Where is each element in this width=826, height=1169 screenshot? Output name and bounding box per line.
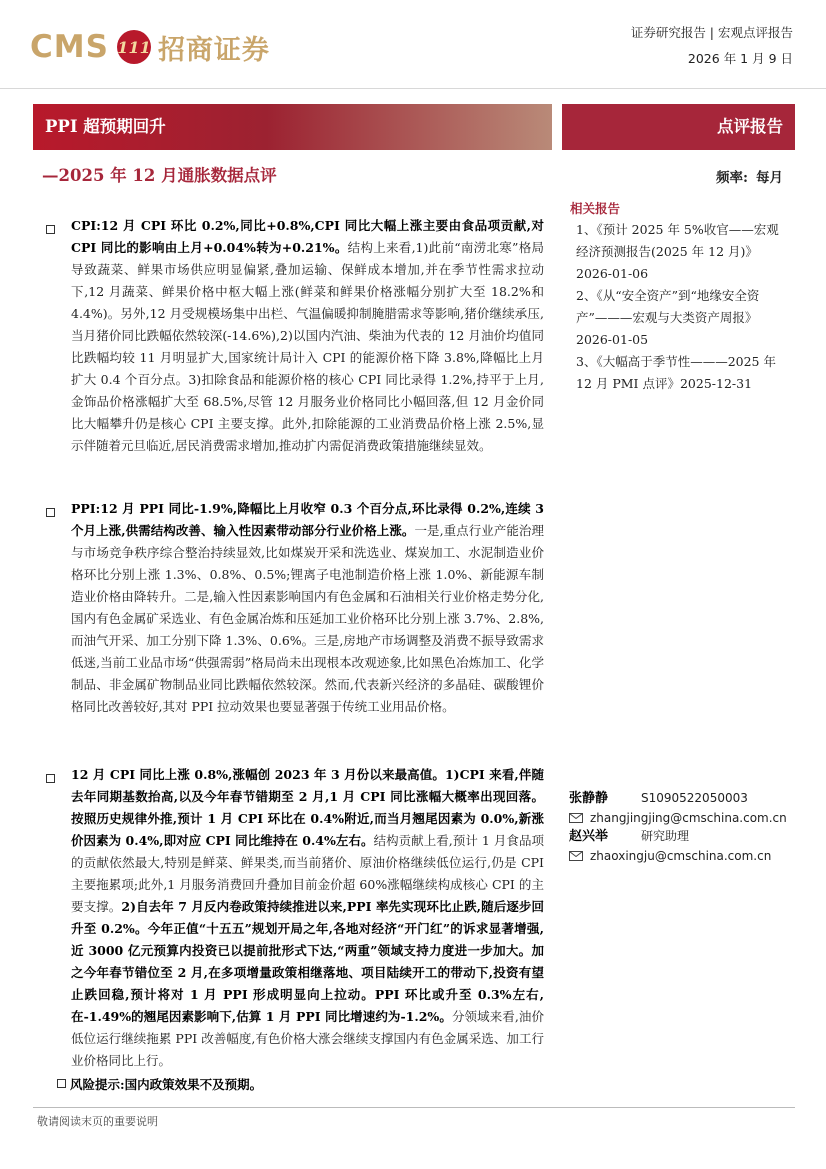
bullet-icon — [46, 225, 55, 234]
email-icon — [569, 813, 583, 823]
analyst-2 — [569, 826, 689, 847]
analyst-credential: S1090522050003 — [641, 791, 748, 805]
report-title: PPI 超预期回升 — [45, 117, 166, 136]
report-type: 点评报告 — [717, 117, 783, 136]
related-report-item[interactable]: 3、《大幅高于季节性———2025 年 12 月 PMI 点评》2025-12-31 — [576, 354, 776, 391]
report-date: 2026 年 1 月 9 日 — [687, 51, 793, 66]
related-report-item[interactable]: 2、《从“安全资产”到“地缘安全资产”———宏观与大类资产周报》2026-01-05 — [576, 288, 760, 347]
svg-text:111: 111 — [117, 38, 151, 57]
risk-warning — [57, 1075, 262, 1093]
bullet-icon — [57, 1079, 66, 1088]
analyst-name: 张静静 — [569, 791, 609, 806]
related-report-item[interactable]: 1、《预计 2025 年 5%收官——宏观经济预测报告(2025 年 12 月)》2026-01-06 — [576, 222, 779, 281]
outlook-paragraph — [71, 764, 544, 1072]
bullet-icon — [46, 774, 55, 783]
outlook-bold-1: 12 月 CPI 同比上涨 0.8%,涨幅创 2023 年 3 月份以来最高值。1)CPI 来看,伴随去年同期基数抬高,以及今年春节错期至 2 月,1 月 CPI 同比涨幅大概率出现回落。按照历史规律外推,预计 1 月 CPI 环比在 0.4%附近,而当月翘尾因素为 0.0%,新涨价因素为 0.4%,即对应 CPI 同比维持在 0.4%左右。 — [71, 767, 544, 848]
analyst-email[interactable]: zhangjingjing@cmschina.com.cn — [590, 811, 787, 825]
report-category: 证券研究报告 | 宏观点评报告 — [630, 25, 793, 40]
risk-text: 风险提示:国内政策效果不及预期。 — [70, 1077, 263, 1092]
related-reports-title: 相关报告 — [570, 201, 621, 216]
related-reports-list — [576, 219, 787, 395]
report-subtitle: —2025 年 12 月通胀数据点评 — [42, 166, 277, 185]
cpi-text: 结构上来看,1)此前“南涝北寒”格局导致蔬菜、鲜果市场供应明显偏紧,叠加运输、保鲜成本增加,并在季节性需求拉动下,12 月蔬菜、鲜果价格中枢大幅上涨(鲜菜和鲜果价格涨幅分别扩大至 18.2%和 4.4%)。另外,12 月受规模场集中出栏、气温偏暖抑制腌腊需求等影响,猪价继续承压,当月猪价同比跌幅依然较深(-14.6%),2)以国内汽油、柴油为代表的 12 月油价均值同比跌幅均较 11 月明显扩大,国家统计局计入 CPI 的能源价格下降 3.8%,降幅比上月扩大 0.4 个百分点。3)扣除食品和能源价格的核心 CPI 同比录得 1.2%,持平于上月,金饰品价格涨幅扩大至 68.5%,尽管 12 月服务业价格同比小幅回落,但 12 月金价同比大幅攀升仍是核心 CPI 主要支撑。此外,扣除能源的工业消费品价格上涨 2.5%,显示伴随着元旦临近,居民消费需求增加,推动扩内需促消费政策措施继续显效。 — [71, 240, 545, 453]
analyst-email-row — [569, 811, 787, 825]
outlook-text-1: 结构贡献上看,预计 1 月食品项的贡献依然最大,特别是鲜菜、鲜果类,而当前猪价、原油价格继续低位运行,仍是 CPI 主要拖累项;此外,1 月服务消费回升叠加目前金价超 60%涨幅继续构成核心 CPI 的主要支撑。 — [71, 833, 544, 914]
header-info — [631, 20, 793, 72]
outlook-text-2: 分领域来看,油价低位运行继续拖累 PPI 改善幅度,有色价格大涨会继续支撑国内有色金属采选、加工行业价格同比上行。 — [71, 1009, 544, 1068]
frequency-value: 每月 — [756, 170, 783, 186]
outlook-bold-2: 2)自去年 7 月反内卷政策持续推进以来,PPI 率先实现环比止跌,随后逐步回升至 0.2%。今年正值“十五五”规划开局之年,各地对经济“开门红”的诉求显著增强,近 3000 亿元预算内投资已以提前批形式下达,“两重”领域支持力度进一步加大。加之今年春节错位至 2 月,在多项增量政策相继落地、项目陆续开工的带动下,投资有望止跌回稳,预计将对 1 月 PPI 形成明显向上拉动。PPI 环比或升至 0.3%左右,在-1.49%的翘尾因素影响下,估算 1 月 PPI 同比增速约为-1.2%。 — [71, 899, 544, 1024]
logo-text-en: CMS — [30, 29, 109, 65]
frequency — [716, 166, 783, 186]
ppi-paragraph — [71, 498, 544, 718]
ppi-lead: PPI:12 月 PPI 同比-1.9%,降幅比上月收窄 0.3 个百分点,环比录得 0.2%,连续 3 个月上涨,供需结构改善、输入性因素带动部分行业价格上涨。 — [71, 501, 544, 538]
ppi-text: 一是,重点行业产能治理与市场竞争秩序综合整治持续显效,比如煤炭开采和洗选业、煤炭加工、水泥制造业价格环比分别上涨 1.3%、0.8%、0.5%;锂离子电池制造价格上涨 1.0%、新能源车制造业价格由降转升。二是,输入性因素影响国内有色金属和石油相关行业价格走势分化,国内有色金属矿采选业、有色金属冶炼和压延加工业价格环比分别上涨 3.7%、2.8%,而油气开采、加工分别下降 1.3%、0.6%。三是,房地产市场调整及消费不振导致需求低迷,当前工业品市场“供强需弱”格局尚未出现根本改观迹象,比如黑色冶炼加工、化学制品、非金属矿物制品业同比跌幅依然较深。然而,代表新兴经济的多晶硅、碳酸锂价格同比改善较好,其对 PPI 拉动效果也要显著强于传统工业用品价格。 — [71, 523, 544, 714]
header-divider — [0, 88, 826, 89]
footer-disclaimer: 敬请阅读末页的重要说明 — [37, 1115, 158, 1128]
logo-text-cn: 招商证券 — [157, 34, 270, 66]
analyst-email[interactable]: zhaoxingju@cmschina.com.cn — [590, 849, 772, 863]
analyst-name: 赵兴举 — [569, 829, 609, 844]
footer-divider — [33, 1107, 795, 1108]
company-logo — [30, 24, 270, 70]
cpi-paragraph — [71, 215, 544, 457]
analyst-email-row — [569, 849, 771, 863]
logo-emblem-icon — [117, 30, 151, 64]
bullet-icon — [46, 508, 55, 517]
analyst-1 — [569, 788, 748, 809]
analyst-credential: 研究助理 — [641, 829, 690, 843]
frequency-label: 频率: — [716, 170, 748, 186]
cpi-lead: CPI:12 月 CPI 环比 0.2%,同比+0.8%,CPI 同比大幅上涨主要由食品项贡献,对 CPI 同比的影响由上月+0.04%转为+0.21%。 — [71, 218, 544, 255]
email-icon — [569, 851, 583, 861]
